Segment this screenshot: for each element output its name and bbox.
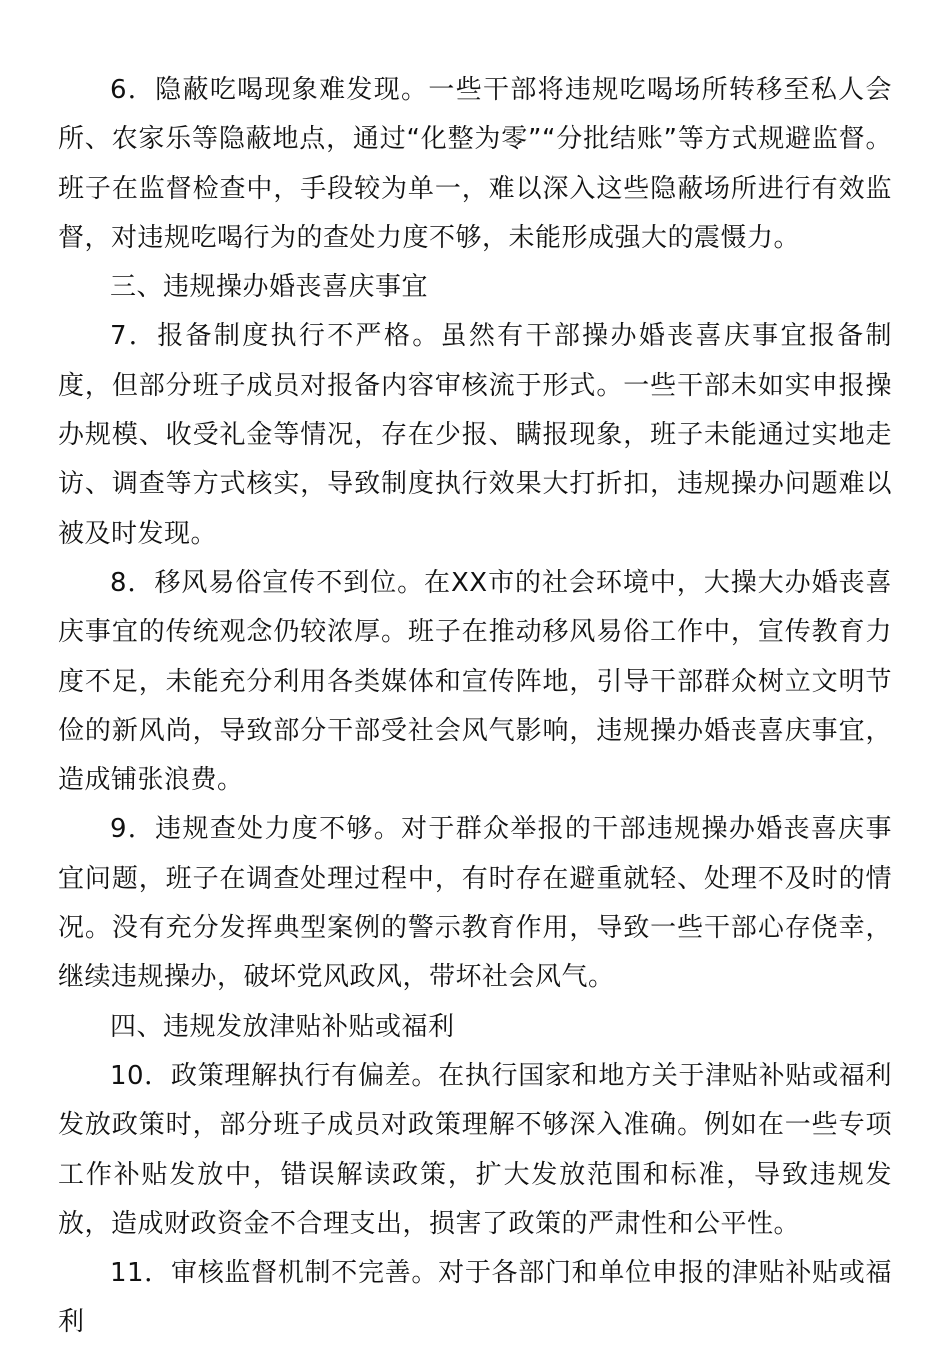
paragraph-item-11: 11．审核监督机制不完善。对于各部门和单位申报的津贴补贴或福利 (58, 1258, 892, 1338)
paragraph-item-8: 8．移风易俗宣传不到位。在XX市的社会环境中，大操大办婚丧喜庆事宜的传统观念仍较浓厚。班子在推动移风易俗工作中，宣传教育力度不足，未能充分利用各类媒体和宣传阵地，引导干部群众树立文明节俭的新风尚，导致部分干部受社会风气影响，违规操办婚丧喜庆事宜，造成铺张浪费。 (58, 567, 892, 796)
document-page (58, 66, 892, 1348)
section-heading-3: 三、违规操办婚丧喜庆事宜 (110, 272, 429, 303)
paragraph-item-7: 7．报备制度执行不严格。虽然有干部操办婚丧喜庆事宜报备制度，但部分班子成员对报备内容审核流于形式。一些干部未如实申报操办规模、收受礼金等情况，存在少报、瞒报现象，班子未能通过实地走访、调查等方式核实，导致制度执行效果大打折扣，违规操办问题难以被及时发现。 (58, 321, 892, 549)
paragraph-item-9: 9．违规查处力度不够。对于群众举报的干部违规操办婚丧喜庆事宜问题，班子在调查处理过程中，有时存在避重就轻、处理不及时的情况。没有充分发挥典型案例的警示教育作用，导致一些干部心存侥幸，继续违规操办，破坏党风政风，带坏社会风气。 (58, 814, 892, 993)
paragraph-item-6: 6．隐蔽吃喝现象难发现。一些干部将违规吃喝场所转移至私人会所、农家乐等隐蔽地点，通过“化整为零”“分批结账”等方式规避监督。班子在监督检查中，手段较为单一，难以深入这些隐蔽场所进行有效监督，对违规吃喝行为的查处力度不够，未能形成强大的震慑力。 (58, 75, 892, 253)
section-heading-4: 四、违规发放津贴补贴或福利 (110, 1011, 455, 1042)
paragraph-item-10: 10．政策理解执行有偏差。在执行国家和地方关于津贴补贴或福利发放政策时，部分班子成员对政策理解不够深入准确。例如在一些专项工作补贴发放中，错误解读政策，扩大发放范围和标准，导致违规发放，造成财政资金不合理支出，损害了政策的严肃性和公平性。 (58, 1060, 892, 1239)
